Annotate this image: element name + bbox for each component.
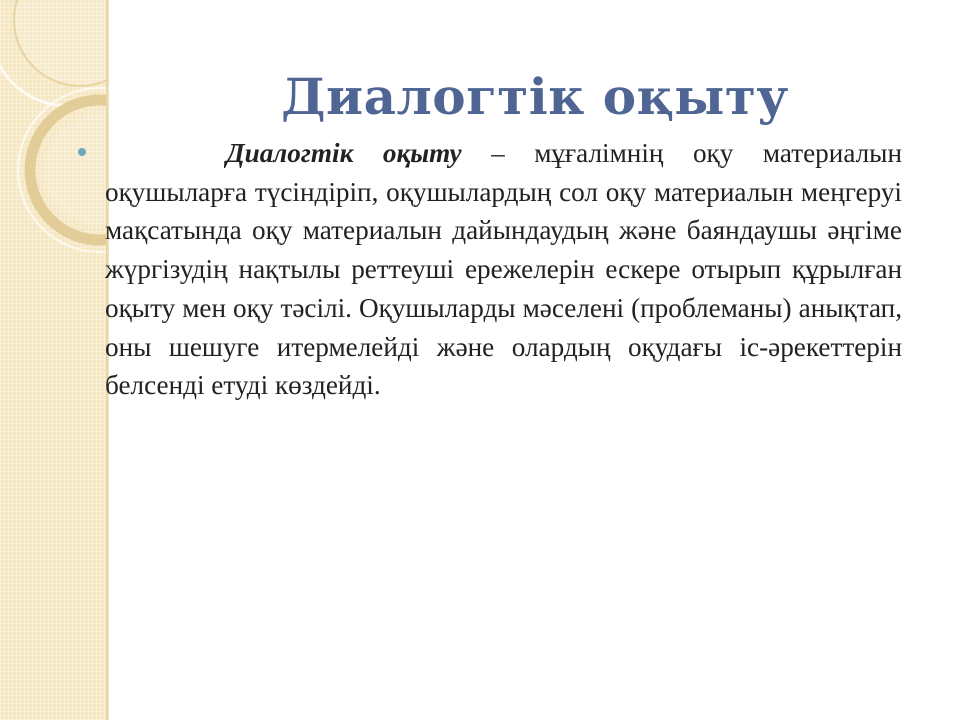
body-paragraph: [105, 134, 902, 405]
decorative-side-panel: [0, 0, 106, 720]
bullet-icon: [78, 148, 86, 156]
definition-text: – мұғалімнің оқу материалын оқушыларға түсіндіріп, оқушылардың сол оқу материалын меңгеруі мақсатында оқу материалын дайындаудың және баяндаушы әңгіме жүргізудің нақтылы реттеуші ережелерін ескере отырып құрылған оқыту мен оқу тәсілі. Оқушыларды мәселені (проблеманы) анықтап, оны шешуге итермелейді және олардың оқудағы іс-әрекеттерін белсенді етуді көздейді.: [105, 138, 903, 401]
term-highlight: Диалогтік оқыту: [226, 138, 462, 168]
decorative-circles: [0, 0, 106, 720]
slide-title: Диалогтік оқыту: [281, 67, 789, 126]
